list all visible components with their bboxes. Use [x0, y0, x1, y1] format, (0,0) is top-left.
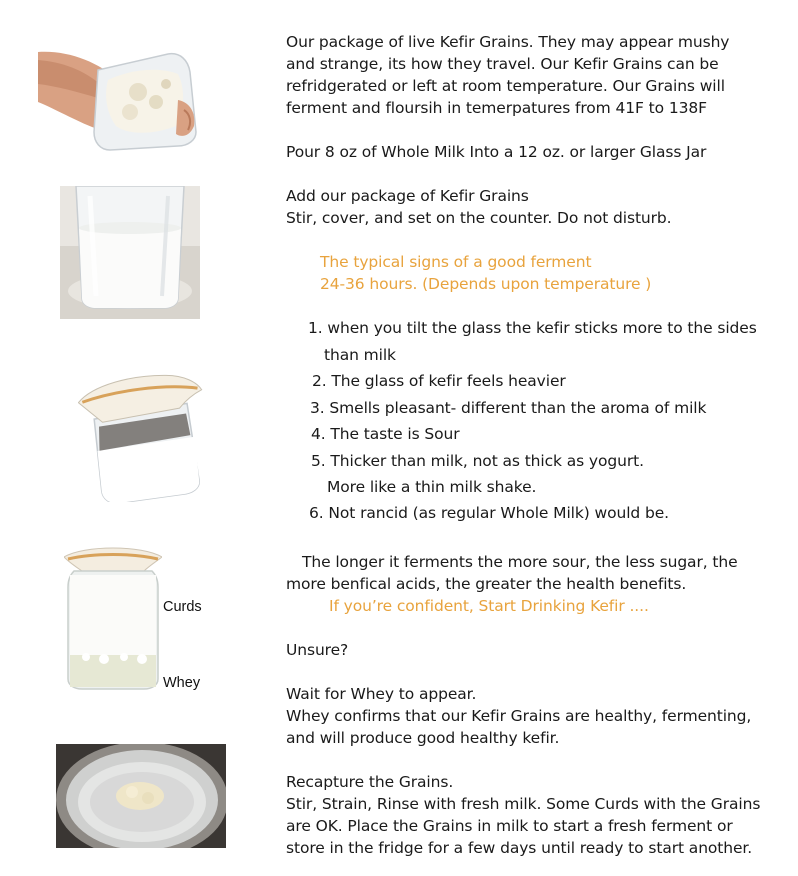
add-instruction-line: Add our package of Kefir Grains: [286, 187, 529, 205]
intro-line: ferment and floursih in temerpatures from 41F to 138F: [286, 99, 707, 117]
longer-ferment-line: The longer it ferments the more sour, the less sugar, the: [302, 553, 738, 571]
recapture-line: Recapture the Grains.: [286, 773, 454, 791]
sign-item: 5. Thicker than milk, not as thick as yogurt.: [311, 452, 644, 470]
signs-heading-line: 24-36 hours. (Depends upon temperature ): [320, 275, 652, 293]
kefir-grains-packet-photo: [38, 40, 200, 152]
longer-ferment-line: more benfical acids, the greater the health benefits.: [286, 575, 687, 593]
sign-item: 1. when you tilt the glass the kefir sticks more to the sides: [308, 319, 757, 337]
recapture-line: store in the fridge for a few days until ready to start another.: [286, 839, 753, 857]
add-instruction-line: Stir, cover, and set on the counter. Do not disturb.: [286, 209, 672, 227]
whey-line: Wait for Whey to appear.: [286, 685, 477, 703]
sign-item: More like a thin milk shake.: [327, 478, 537, 496]
recapture-line: Stir, Strain, Rinse with fresh milk. Some Curds with the Grains: [286, 795, 761, 813]
sign-item: than milk: [324, 346, 396, 364]
signs-heading-line: The typical signs of a good ferment: [320, 253, 592, 271]
sign-item: 2. The glass of kefir feels heavier: [312, 372, 566, 390]
confident-note: If you’re confident, Start Drinking Kefir ....: [329, 597, 649, 615]
pour-instruction: Pour 8 oz of Whole Milk Into a 12 oz. or larger Glass Jar: [286, 143, 707, 161]
glass-of-milk-photo: [60, 186, 200, 319]
whey-line: and will produce good healthy kefir.: [286, 729, 560, 747]
intro-line: Our package of live Kefir Grains. They may appear mushy: [286, 33, 730, 51]
unsure-text: Unsure?: [286, 641, 349, 659]
strainer-grains-photo: [56, 744, 226, 848]
jar-curds-whey-photo: [64, 545, 162, 691]
whey-line: Whey confirms that our Kefir Grains are healthy, fermenting,: [286, 707, 752, 725]
intro-line: and strange, its how they travel. Our Kefir Grains can be: [286, 55, 719, 73]
sign-item: 3. Smells pleasant- different than the aroma of milk: [310, 399, 707, 417]
sign-item: 6. Not rancid (as regular Whole Milk) would be.: [309, 504, 669, 522]
sign-item: 4. The taste is Sour: [311, 425, 460, 443]
recapture-line: are OK. Place the Grains in milk to start a fresh ferment or: [286, 817, 733, 835]
intro-line: refridgerated or left at room temperature. Our Grains will: [286, 77, 725, 95]
curds-label: Curds: [163, 599, 202, 615]
whey-label: Whey: [163, 675, 201, 691]
covered-jar-tilted-photo: [78, 366, 210, 502]
